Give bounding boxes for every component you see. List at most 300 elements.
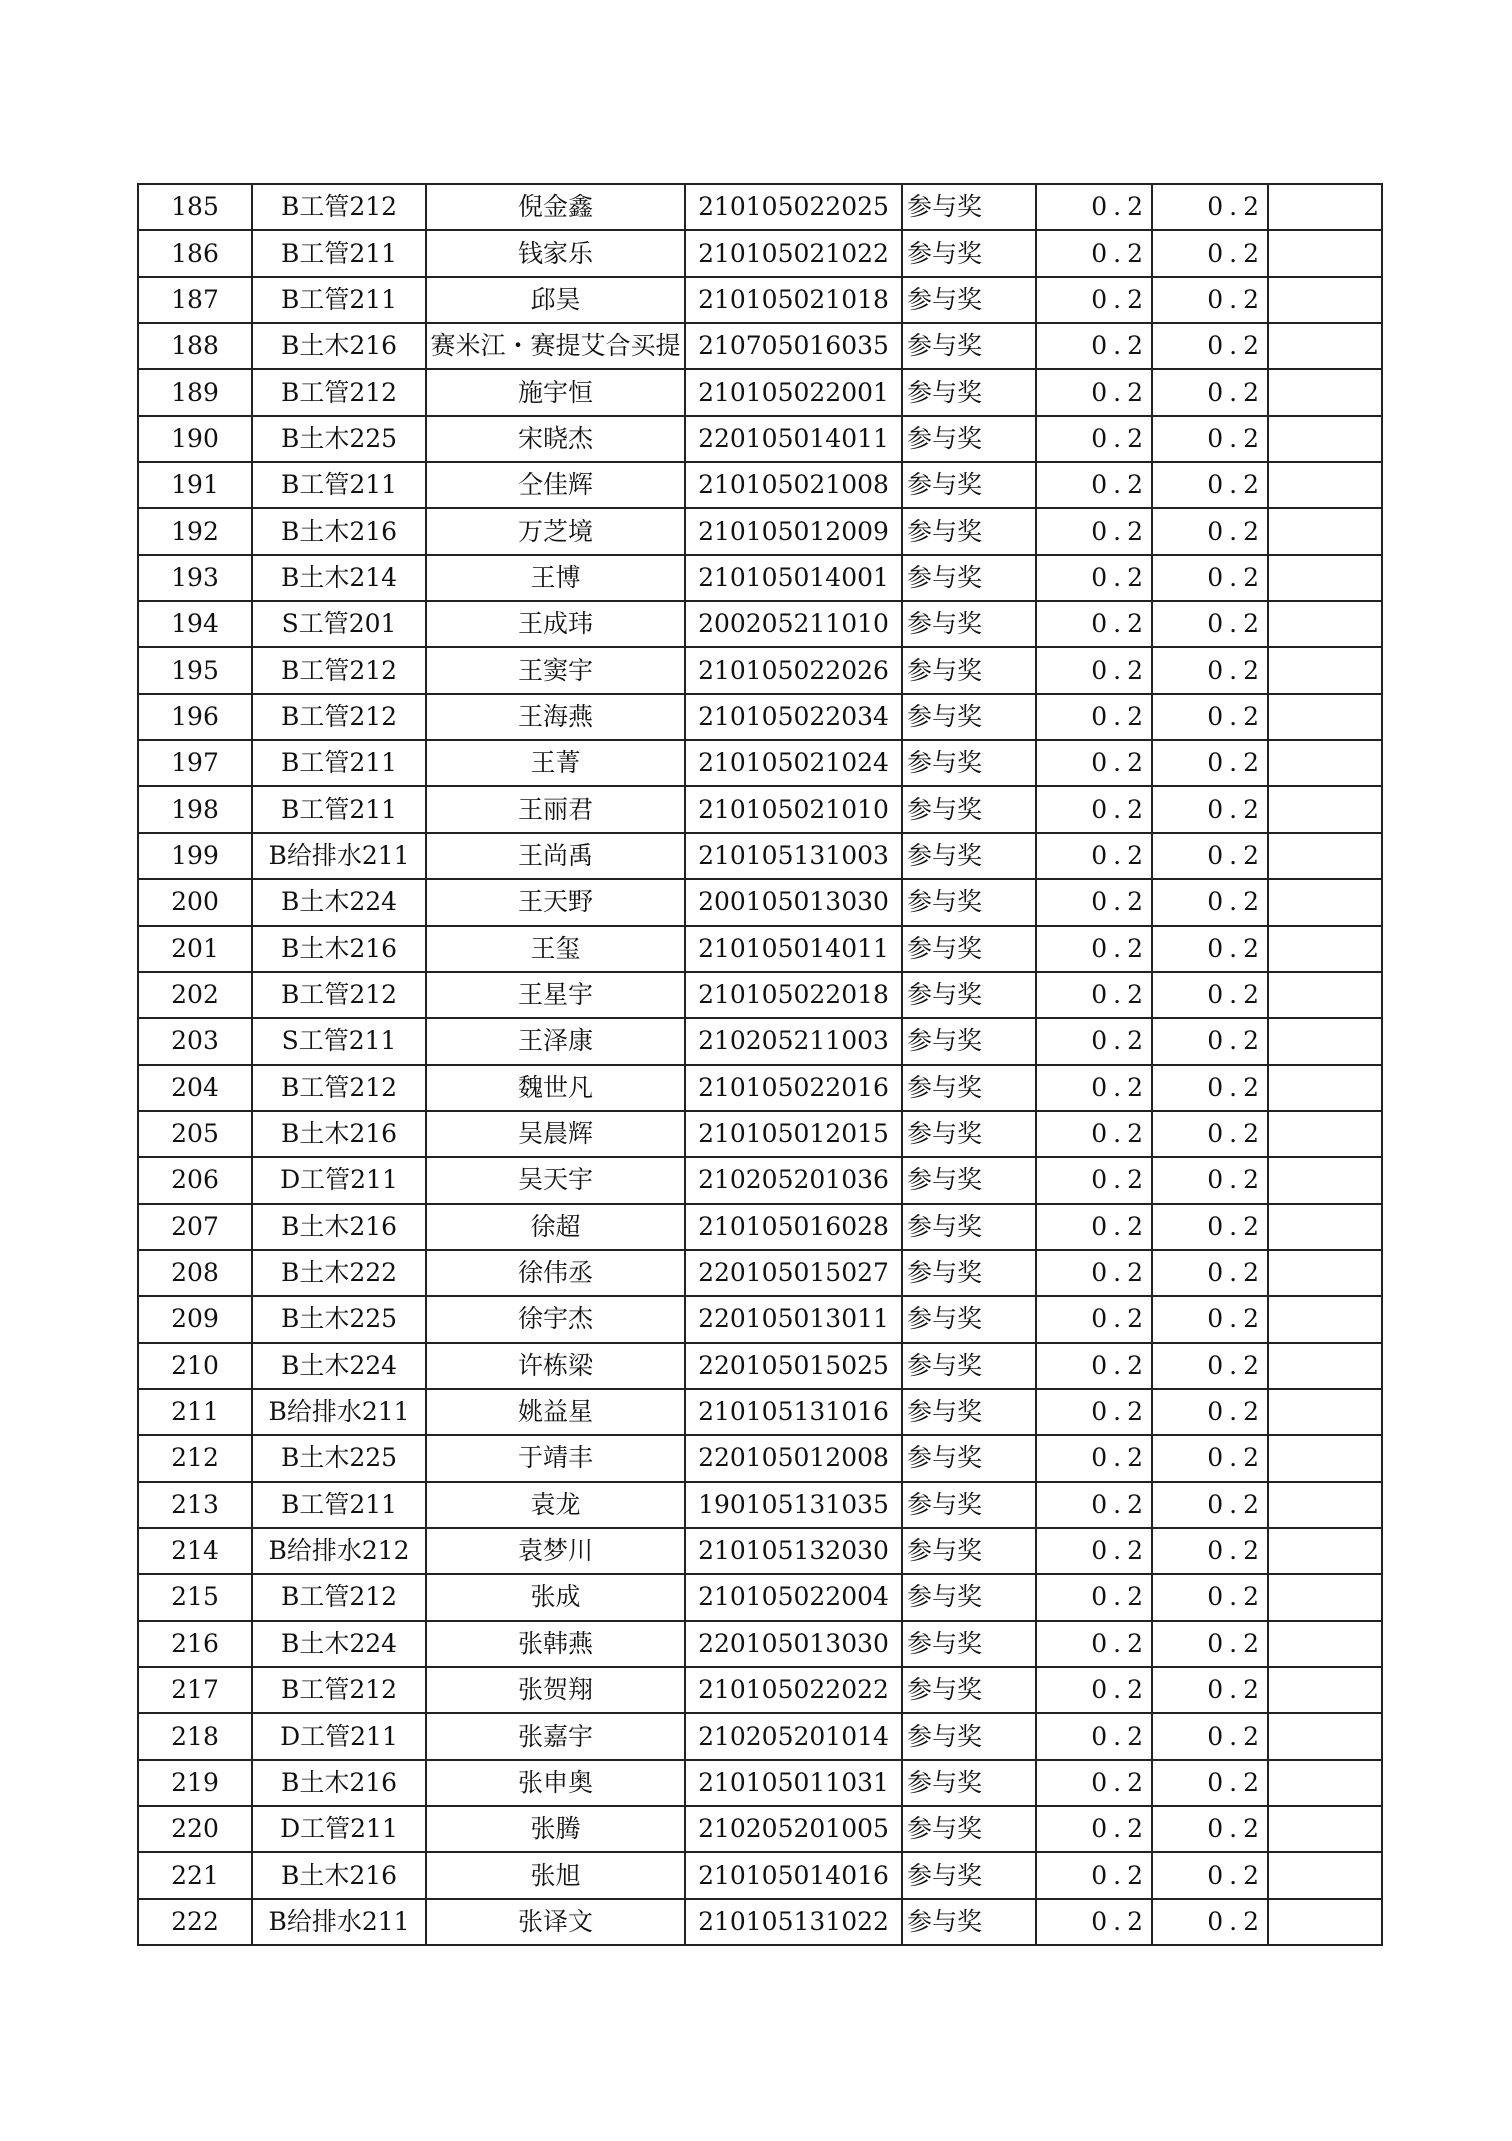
credit-cell: 0.2 bbox=[1152, 1250, 1268, 1296]
remark-cell bbox=[1268, 1296, 1382, 1342]
class-cell: B土木216 bbox=[252, 1760, 426, 1806]
row-number-cell: 208 bbox=[138, 1250, 252, 1296]
table-row bbox=[138, 601, 1382, 647]
row-number-cell: 186 bbox=[138, 230, 252, 276]
class-cell: B工管212 bbox=[252, 972, 426, 1018]
student-id-cell: 210205201036 bbox=[685, 1157, 902, 1203]
table-row bbox=[138, 833, 1382, 879]
table-row bbox=[138, 1713, 1382, 1759]
credit-cell: 0.2 bbox=[1152, 786, 1268, 832]
score-cell: 0.2 bbox=[1036, 1250, 1152, 1296]
remark-cell bbox=[1268, 1806, 1382, 1852]
student-id-cell: 210105022025 bbox=[685, 184, 902, 230]
row-number-cell: 192 bbox=[138, 508, 252, 554]
credit-cell: 0.2 bbox=[1152, 1435, 1268, 1481]
student-id-cell: 190105131035 bbox=[685, 1482, 902, 1528]
score-cell: 0.2 bbox=[1036, 833, 1152, 879]
row-number-cell: 199 bbox=[138, 833, 252, 879]
student-name-cell: 吴晨辉 bbox=[426, 1111, 685, 1157]
row-number-cell: 210 bbox=[138, 1343, 252, 1389]
table-row bbox=[138, 1204, 1382, 1250]
award-cell: 参与奖 bbox=[902, 1018, 1036, 1064]
remark-cell bbox=[1268, 601, 1382, 647]
award-cell: 参与奖 bbox=[902, 323, 1036, 369]
credit-cell: 0.2 bbox=[1152, 369, 1268, 415]
row-number-cell: 190 bbox=[138, 416, 252, 462]
student-name-cell: 王菁 bbox=[426, 740, 685, 786]
award-cell: 参与奖 bbox=[902, 1343, 1036, 1389]
row-number-cell: 191 bbox=[138, 462, 252, 508]
remark-cell bbox=[1268, 1482, 1382, 1528]
class-cell: B土木225 bbox=[252, 1296, 426, 1342]
student-name-cell: 王成玮 bbox=[426, 601, 685, 647]
row-number-cell: 217 bbox=[138, 1667, 252, 1713]
class-cell: S工管201 bbox=[252, 601, 426, 647]
award-cell: 参与奖 bbox=[902, 184, 1036, 230]
class-cell: B工管211 bbox=[252, 230, 426, 276]
score-cell: 0.2 bbox=[1036, 1852, 1152, 1898]
score-cell: 0.2 bbox=[1036, 508, 1152, 554]
award-cell: 参与奖 bbox=[902, 1482, 1036, 1528]
award-cell: 参与奖 bbox=[902, 277, 1036, 323]
award-cell: 参与奖 bbox=[902, 1296, 1036, 1342]
credit-cell: 0.2 bbox=[1152, 972, 1268, 1018]
row-number-cell: 197 bbox=[138, 740, 252, 786]
award-cell: 参与奖 bbox=[902, 1204, 1036, 1250]
remark-cell bbox=[1268, 1852, 1382, 1898]
table-row bbox=[138, 323, 1382, 369]
table-row bbox=[138, 1065, 1382, 1111]
class-cell: B土木216 bbox=[252, 508, 426, 554]
student-id-cell: 210105016028 bbox=[685, 1204, 902, 1250]
award-cell: 参与奖 bbox=[902, 416, 1036, 462]
table-row bbox=[138, 1482, 1382, 1528]
award-cell: 参与奖 bbox=[902, 1852, 1036, 1898]
student-name-cell: 张腾 bbox=[426, 1806, 685, 1852]
remark-cell bbox=[1268, 1435, 1382, 1481]
class-cell: B工管212 bbox=[252, 369, 426, 415]
row-number-cell: 202 bbox=[138, 972, 252, 1018]
remark-cell bbox=[1268, 1574, 1382, 1620]
award-cell: 参与奖 bbox=[902, 601, 1036, 647]
score-cell: 0.2 bbox=[1036, 230, 1152, 276]
score-cell: 0.2 bbox=[1036, 972, 1152, 1018]
remark-cell bbox=[1268, 1018, 1382, 1064]
table-row bbox=[138, 1157, 1382, 1203]
class-cell: B土木216 bbox=[252, 323, 426, 369]
remark-cell bbox=[1268, 1760, 1382, 1806]
remark-cell bbox=[1268, 277, 1382, 323]
student-name-cell: 徐超 bbox=[426, 1204, 685, 1250]
student-name-cell: 邱昊 bbox=[426, 277, 685, 323]
row-number-cell: 206 bbox=[138, 1157, 252, 1203]
row-number-cell: 207 bbox=[138, 1204, 252, 1250]
award-cell: 参与奖 bbox=[902, 647, 1036, 693]
student-id-cell: 210105022001 bbox=[685, 369, 902, 415]
remark-cell bbox=[1268, 416, 1382, 462]
table-row bbox=[138, 926, 1382, 972]
student-id-cell: 210105131016 bbox=[685, 1389, 902, 1435]
award-cell: 参与奖 bbox=[902, 1528, 1036, 1574]
award-cell: 参与奖 bbox=[902, 1667, 1036, 1713]
student-name-cell: 徐伟丞 bbox=[426, 1250, 685, 1296]
student-name-cell: 于靖丰 bbox=[426, 1435, 685, 1481]
student-id-cell: 220105013030 bbox=[685, 1621, 902, 1667]
credit-cell: 0.2 bbox=[1152, 1713, 1268, 1759]
score-cell: 0.2 bbox=[1036, 416, 1152, 462]
class-cell: B工管212 bbox=[252, 1065, 426, 1111]
remark-cell bbox=[1268, 1389, 1382, 1435]
row-number-cell: 214 bbox=[138, 1528, 252, 1574]
table-row bbox=[138, 879, 1382, 925]
credit-cell: 0.2 bbox=[1152, 833, 1268, 879]
award-cell: 参与奖 bbox=[902, 833, 1036, 879]
credit-cell: 0.2 bbox=[1152, 1667, 1268, 1713]
row-number-cell: 211 bbox=[138, 1389, 252, 1435]
student-name-cell: 袁梦川 bbox=[426, 1528, 685, 1574]
score-cell: 0.2 bbox=[1036, 1296, 1152, 1342]
student-id-cell: 210205201005 bbox=[685, 1806, 902, 1852]
credit-cell: 0.2 bbox=[1152, 1574, 1268, 1620]
class-cell: B工管212 bbox=[252, 647, 426, 693]
table-row bbox=[138, 1899, 1382, 1945]
row-number-cell: 201 bbox=[138, 926, 252, 972]
score-cell: 0.2 bbox=[1036, 1157, 1152, 1203]
student-name-cell: 张贺翔 bbox=[426, 1667, 685, 1713]
remark-cell bbox=[1268, 184, 1382, 230]
credit-cell: 0.2 bbox=[1152, 1157, 1268, 1203]
student-name-cell: 王玺 bbox=[426, 926, 685, 972]
student-name-cell: 袁龙 bbox=[426, 1482, 685, 1528]
score-cell: 0.2 bbox=[1036, 1806, 1152, 1852]
award-cell: 参与奖 bbox=[902, 369, 1036, 415]
table-row bbox=[138, 555, 1382, 601]
class-cell: B土木216 bbox=[252, 926, 426, 972]
score-cell: 0.2 bbox=[1036, 601, 1152, 647]
row-number-cell: 185 bbox=[138, 184, 252, 230]
row-number-cell: 209 bbox=[138, 1296, 252, 1342]
score-cell: 0.2 bbox=[1036, 694, 1152, 740]
score-cell: 0.2 bbox=[1036, 1343, 1152, 1389]
row-number-cell: 215 bbox=[138, 1574, 252, 1620]
student-name-cell: 王窦宇 bbox=[426, 647, 685, 693]
remark-cell bbox=[1268, 740, 1382, 786]
score-cell: 0.2 bbox=[1036, 786, 1152, 832]
class-cell: B工管212 bbox=[252, 184, 426, 230]
score-cell: 0.2 bbox=[1036, 1760, 1152, 1806]
student-id-cell: 210105021024 bbox=[685, 740, 902, 786]
row-number-cell: 198 bbox=[138, 786, 252, 832]
student-name-cell: 许栋梁 bbox=[426, 1343, 685, 1389]
remark-cell bbox=[1268, 1343, 1382, 1389]
award-cell: 参与奖 bbox=[902, 555, 1036, 601]
table-row bbox=[138, 462, 1382, 508]
remark-cell bbox=[1268, 1667, 1382, 1713]
credit-cell: 0.2 bbox=[1152, 462, 1268, 508]
table-row bbox=[138, 1343, 1382, 1389]
table-row bbox=[138, 1667, 1382, 1713]
class-cell: B土木225 bbox=[252, 1435, 426, 1481]
score-cell: 0.2 bbox=[1036, 1435, 1152, 1481]
credit-cell: 0.2 bbox=[1152, 1852, 1268, 1898]
remark-cell bbox=[1268, 1528, 1382, 1574]
table-row bbox=[138, 1111, 1382, 1157]
credit-cell: 0.2 bbox=[1152, 416, 1268, 462]
credit-cell: 0.2 bbox=[1152, 230, 1268, 276]
score-cell: 0.2 bbox=[1036, 277, 1152, 323]
award-cell: 参与奖 bbox=[902, 1389, 1036, 1435]
student-name-cell: 钱家乐 bbox=[426, 230, 685, 276]
credit-cell: 0.2 bbox=[1152, 1389, 1268, 1435]
student-id-cell: 210105014001 bbox=[685, 555, 902, 601]
award-cell: 参与奖 bbox=[902, 462, 1036, 508]
student-name-cell: 王海燕 bbox=[426, 694, 685, 740]
class-cell: B土木216 bbox=[252, 1204, 426, 1250]
student-name-cell: 赛米江・赛提艾合买提 bbox=[426, 323, 685, 369]
score-cell: 0.2 bbox=[1036, 1111, 1152, 1157]
row-number-cell: 218 bbox=[138, 1713, 252, 1759]
row-number-cell: 219 bbox=[138, 1760, 252, 1806]
table-row bbox=[138, 740, 1382, 786]
student-id-cell: 210105014011 bbox=[685, 926, 902, 972]
remark-cell bbox=[1268, 230, 1382, 276]
class-cell: B工管212 bbox=[252, 694, 426, 740]
table-row bbox=[138, 1621, 1382, 1667]
credit-cell: 0.2 bbox=[1152, 1296, 1268, 1342]
student-id-cell: 220105015027 bbox=[685, 1250, 902, 1296]
student-name-cell: 徐宇杰 bbox=[426, 1296, 685, 1342]
student-name-cell: 万芝境 bbox=[426, 508, 685, 554]
remark-cell bbox=[1268, 1204, 1382, 1250]
class-cell: B土木214 bbox=[252, 555, 426, 601]
class-cell: B给排水212 bbox=[252, 1528, 426, 1574]
remark-cell bbox=[1268, 972, 1382, 1018]
student-id-cell: 210105022016 bbox=[685, 1065, 902, 1111]
student-id-cell: 210105021022 bbox=[685, 230, 902, 276]
award-cell: 参与奖 bbox=[902, 1621, 1036, 1667]
score-cell: 0.2 bbox=[1036, 369, 1152, 415]
remark-cell bbox=[1268, 369, 1382, 415]
award-cell: 参与奖 bbox=[902, 1899, 1036, 1945]
row-number-cell: 187 bbox=[138, 277, 252, 323]
row-number-cell: 220 bbox=[138, 1806, 252, 1852]
student-id-cell: 210105022026 bbox=[685, 647, 902, 693]
credit-cell: 0.2 bbox=[1152, 1065, 1268, 1111]
row-number-cell: 204 bbox=[138, 1065, 252, 1111]
table-row bbox=[138, 1760, 1382, 1806]
class-cell: B土木216 bbox=[252, 1111, 426, 1157]
credit-cell: 0.2 bbox=[1152, 1528, 1268, 1574]
student-name-cell: 张韩燕 bbox=[426, 1621, 685, 1667]
class-cell: D工管211 bbox=[252, 1157, 426, 1203]
remark-cell bbox=[1268, 1065, 1382, 1111]
credit-cell: 0.2 bbox=[1152, 1204, 1268, 1250]
award-cell: 参与奖 bbox=[902, 1435, 1036, 1481]
remark-cell bbox=[1268, 508, 1382, 554]
table-row bbox=[138, 972, 1382, 1018]
student-name-cell: 吴天宇 bbox=[426, 1157, 685, 1203]
award-cell: 参与奖 bbox=[902, 1574, 1036, 1620]
row-number-cell: 194 bbox=[138, 601, 252, 647]
award-cell: 参与奖 bbox=[902, 879, 1036, 925]
score-cell: 0.2 bbox=[1036, 1065, 1152, 1111]
credit-cell: 0.2 bbox=[1152, 184, 1268, 230]
remark-cell bbox=[1268, 1157, 1382, 1203]
student-id-cell: 210105022022 bbox=[685, 1667, 902, 1713]
score-cell: 0.2 bbox=[1036, 1528, 1152, 1574]
student-id-cell: 210105014016 bbox=[685, 1852, 902, 1898]
table-row bbox=[138, 694, 1382, 740]
student-id-cell: 210105021008 bbox=[685, 462, 902, 508]
credit-cell: 0.2 bbox=[1152, 1111, 1268, 1157]
table-row bbox=[138, 277, 1382, 323]
credit-cell: 0.2 bbox=[1152, 1899, 1268, 1945]
table-row bbox=[138, 1852, 1382, 1898]
award-cell: 参与奖 bbox=[902, 740, 1036, 786]
award-cell: 参与奖 bbox=[902, 1713, 1036, 1759]
credit-cell: 0.2 bbox=[1152, 1760, 1268, 1806]
class-cell: B土木224 bbox=[252, 879, 426, 925]
table-row bbox=[138, 1389, 1382, 1435]
table-row bbox=[138, 1018, 1382, 1064]
credit-cell: 0.2 bbox=[1152, 508, 1268, 554]
remark-cell bbox=[1268, 323, 1382, 369]
credit-cell: 0.2 bbox=[1152, 740, 1268, 786]
student-id-cell: 210105021018 bbox=[685, 277, 902, 323]
class-cell: B工管211 bbox=[252, 786, 426, 832]
score-cell: 0.2 bbox=[1036, 740, 1152, 786]
student-id-cell: 200105013030 bbox=[685, 879, 902, 925]
score-cell: 0.2 bbox=[1036, 1204, 1152, 1250]
score-cell: 0.2 bbox=[1036, 555, 1152, 601]
student-id-cell: 220105012008 bbox=[685, 1435, 902, 1481]
remark-cell bbox=[1268, 555, 1382, 601]
award-cell: 参与奖 bbox=[902, 1806, 1036, 1852]
score-cell: 0.2 bbox=[1036, 879, 1152, 925]
award-cell: 参与奖 bbox=[902, 694, 1036, 740]
score-cell: 0.2 bbox=[1036, 1389, 1152, 1435]
class-cell: B土木225 bbox=[252, 416, 426, 462]
class-cell: B工管212 bbox=[252, 1667, 426, 1713]
student-name-cell: 王博 bbox=[426, 555, 685, 601]
score-cell: 0.2 bbox=[1036, 1899, 1152, 1945]
score-cell: 0.2 bbox=[1036, 1621, 1152, 1667]
remark-cell bbox=[1268, 1713, 1382, 1759]
class-cell: B给排水211 bbox=[252, 1389, 426, 1435]
credit-cell: 0.2 bbox=[1152, 1621, 1268, 1667]
row-number-cell: 189 bbox=[138, 369, 252, 415]
remark-cell bbox=[1268, 833, 1382, 879]
credit-cell: 0.2 bbox=[1152, 647, 1268, 693]
remark-cell bbox=[1268, 1899, 1382, 1945]
student-name-cell: 张申奥 bbox=[426, 1760, 685, 1806]
score-cell: 0.2 bbox=[1036, 323, 1152, 369]
student-name-cell: 王星宇 bbox=[426, 972, 685, 1018]
student-id-cell: 210105131003 bbox=[685, 833, 902, 879]
student-name-cell: 王尚禹 bbox=[426, 833, 685, 879]
score-cell: 0.2 bbox=[1036, 647, 1152, 693]
student-id-cell: 210105012015 bbox=[685, 1111, 902, 1157]
student-id-cell: 200205211010 bbox=[685, 601, 902, 647]
credit-cell: 0.2 bbox=[1152, 1343, 1268, 1389]
table-row bbox=[138, 1528, 1382, 1574]
row-number-cell: 193 bbox=[138, 555, 252, 601]
remark-cell bbox=[1268, 1621, 1382, 1667]
table-row bbox=[138, 1574, 1382, 1620]
remark-cell bbox=[1268, 879, 1382, 925]
table-row bbox=[138, 1296, 1382, 1342]
credit-cell: 0.2 bbox=[1152, 1482, 1268, 1528]
row-number-cell: 221 bbox=[138, 1852, 252, 1898]
student-name-cell: 张译文 bbox=[426, 1899, 685, 1945]
student-id-cell: 220105014011 bbox=[685, 416, 902, 462]
award-cell: 参与奖 bbox=[902, 1157, 1036, 1203]
student-id-cell: 210105011031 bbox=[685, 1760, 902, 1806]
class-cell: B工管211 bbox=[252, 740, 426, 786]
credit-cell: 0.2 bbox=[1152, 879, 1268, 925]
table-row bbox=[138, 184, 1382, 230]
row-number-cell: 188 bbox=[138, 323, 252, 369]
class-cell: B工管211 bbox=[252, 1482, 426, 1528]
student-name-cell: 王天野 bbox=[426, 879, 685, 925]
student-id-cell: 210205211003 bbox=[685, 1018, 902, 1064]
student-id-cell: 210105022018 bbox=[685, 972, 902, 1018]
student-id-cell: 210705016035 bbox=[685, 323, 902, 369]
student-id-cell: 210105022004 bbox=[685, 1574, 902, 1620]
remark-cell bbox=[1268, 647, 1382, 693]
row-number-cell: 222 bbox=[138, 1899, 252, 1945]
score-cell: 0.2 bbox=[1036, 462, 1152, 508]
student-name-cell: 张嘉宇 bbox=[426, 1713, 685, 1759]
remark-cell bbox=[1268, 926, 1382, 972]
credit-cell: 0.2 bbox=[1152, 926, 1268, 972]
class-cell: B给排水211 bbox=[252, 833, 426, 879]
award-cell: 参与奖 bbox=[902, 1250, 1036, 1296]
remark-cell bbox=[1268, 694, 1382, 740]
credit-cell: 0.2 bbox=[1152, 277, 1268, 323]
table-row bbox=[138, 1806, 1382, 1852]
student-id-cell: 220105013011 bbox=[685, 1296, 902, 1342]
credit-cell: 0.2 bbox=[1152, 601, 1268, 647]
student-name-cell: 姚益星 bbox=[426, 1389, 685, 1435]
table-row bbox=[138, 1435, 1382, 1481]
credit-cell: 0.2 bbox=[1152, 555, 1268, 601]
student-name-cell: 宋晓杰 bbox=[426, 416, 685, 462]
table-row bbox=[138, 416, 1382, 462]
student-id-cell: 210105012009 bbox=[685, 508, 902, 554]
class-cell: B土木222 bbox=[252, 1250, 426, 1296]
remark-cell bbox=[1268, 786, 1382, 832]
score-cell: 0.2 bbox=[1036, 1018, 1152, 1064]
score-cell: 0.2 bbox=[1036, 1713, 1152, 1759]
award-table bbox=[137, 183, 1383, 1946]
student-name-cell: 魏世凡 bbox=[426, 1065, 685, 1111]
class-cell: B土木224 bbox=[252, 1343, 426, 1389]
class-cell: B土木224 bbox=[252, 1621, 426, 1667]
student-name-cell: 王丽君 bbox=[426, 786, 685, 832]
student-id-cell: 210105022034 bbox=[685, 694, 902, 740]
score-cell: 0.2 bbox=[1036, 1574, 1152, 1620]
credit-cell: 0.2 bbox=[1152, 1018, 1268, 1064]
award-cell: 参与奖 bbox=[902, 926, 1036, 972]
class-cell: B土木216 bbox=[252, 1852, 426, 1898]
student-id-cell: 210105131022 bbox=[685, 1899, 902, 1945]
student-name-cell: 王泽康 bbox=[426, 1018, 685, 1064]
class-cell: D工管211 bbox=[252, 1806, 426, 1852]
student-id-cell: 210105132030 bbox=[685, 1528, 902, 1574]
row-number-cell: 195 bbox=[138, 647, 252, 693]
score-cell: 0.2 bbox=[1036, 1482, 1152, 1528]
